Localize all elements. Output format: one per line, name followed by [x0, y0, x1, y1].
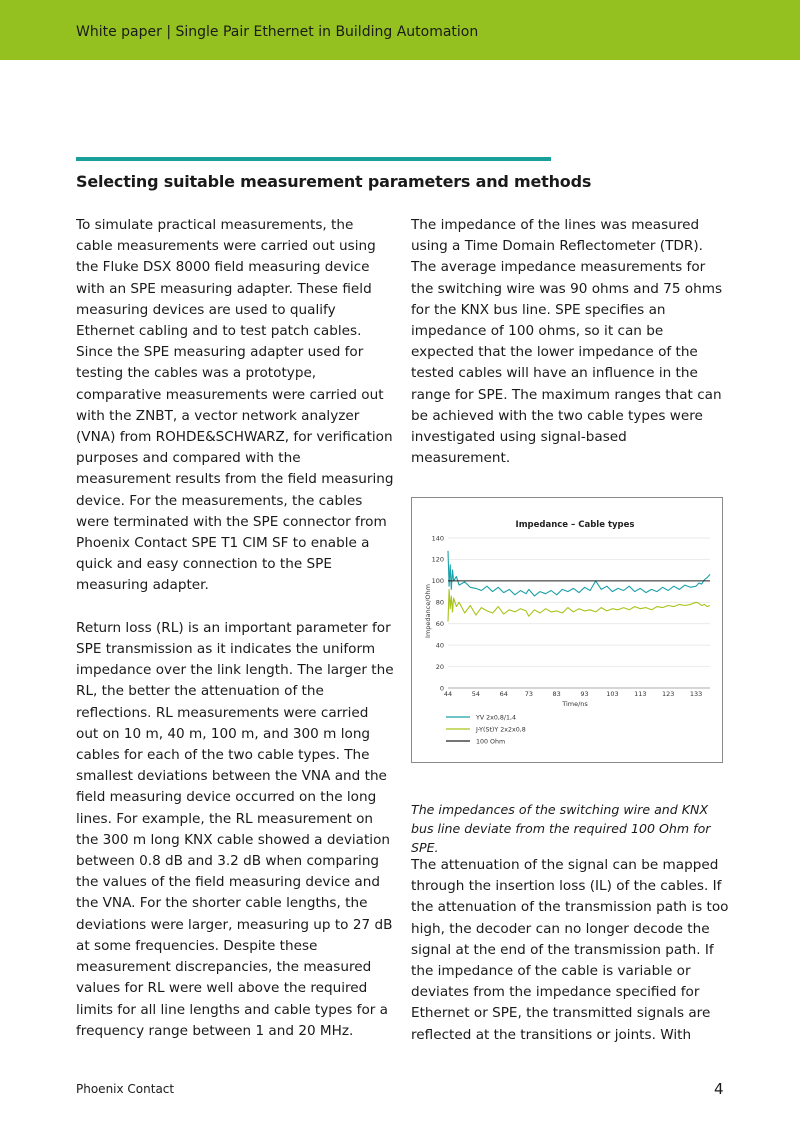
x-tick-label: 123	[661, 690, 675, 698]
x-tick-label: 83	[552, 690, 561, 698]
left-column	[76, 215, 394, 1042]
chart-title: Impedance – Cable types	[515, 520, 635, 530]
chart-x-axis-label: Time/ns	[562, 700, 588, 708]
legend-label-0: YV 2x0,8/1,4	[476, 714, 517, 722]
paragraph-measurement-setup: To simulate practical measurements, the cable measurements were carried out using the Fluke DSX 8000 field measuring device with an SPE measuring adapter. These field measuring devices are used to qualify Ethernet cabling and to test patch cables. Since the SPE measuring adapter used for testing the cables was a prototype, comparative measurements were carried out with the ZNBT, a vector network analyzer (VNA) from ROHDE&SCHWARZ, for verification purposes and compared with the measurement results from the field measuring device. For the measurements, the cables were terminated with the SPE connector from Phoenix Contact SPE T1 CIM SF to enable a quick and easy connection to the SPE measuring adapter.	[76, 217, 394, 594]
y-tick-label: 40	[435, 641, 444, 650]
y-tick-label: 20	[435, 662, 444, 671]
footer-company: Phoenix Contact	[76, 1082, 175, 1096]
page-header-bar	[0, 0, 800, 60]
right-column-top	[411, 215, 729, 469]
x-tick-label: 64	[499, 690, 508, 698]
x-tick-label: 113	[634, 690, 647, 698]
y-tick-label: 60	[435, 620, 444, 629]
y-tick-label: 100	[431, 577, 444, 586]
paragraph-return-loss: Return loss (RL) is an important parameter for SPE transmission as it indicates the uniform impedance over the link length. The larger the RL, the better the attenuation of the reflections. RL measurements were carried out on 10 m, 40 m, 100 m, and 300 m long cables for each of the two cable types. The smallest deviations between the VNA and the field measuring device occurred on the long lines. For example, the RL measurement on the 300 m long KNX cable showed a deviation between 0.8 dB and 3.2 dB when comparing the values of the field measuring device and the VNA. For the shorter cable lengths, the deviations were larger, measuring up to 27 dB at some frequencies. Despite these measurement discrepancies, the measured values for RL were well above the required limits for all line lengths and cable types for a frequency range between 1 and 20 MHz.	[76, 619, 394, 1039]
y-tick-label: 0	[439, 684, 444, 693]
section-title: Selecting suitable measurement parameters and methods	[76, 172, 592, 191]
x-tick-label: 73	[524, 690, 533, 698]
y-tick-label: 80	[435, 598, 444, 607]
x-tick-label: 103	[606, 690, 619, 698]
section-rule	[76, 157, 551, 161]
legend-label-2: 100 Ohm	[476, 738, 506, 746]
document-title: White paper | Single Pair Ethernet in Building Automation	[76, 24, 479, 40]
y-tick-label: 140	[431, 534, 444, 543]
chart-series-line-0	[448, 551, 710, 596]
page-number: 4	[714, 1080, 724, 1098]
chart-series-line-1	[448, 589, 710, 621]
x-tick-label: 133	[689, 690, 703, 698]
x-tick-label: 54	[471, 690, 481, 698]
paragraph-impedance: The impedance of the lines was measured using a Time Domain Reflectometer (TDR). The average impedance measurements for the switching wire was 90 ohms and 75 ohms for the KNX bus line. SPE specifies an impedance of 100 ohms, so it can be expected that the lower impedance of the tested cables will have an influence in the range for SPE. The maximum ranges that can be achieved with the two cable types were investigated using signal-based measurement.	[411, 217, 723, 467]
y-tick-label: 120	[431, 555, 444, 564]
legend-label-1: J-Y(St)Y 2x2x0,8	[476, 726, 526, 734]
paragraph-attenuation: The attenuation of the signal can be mapped through the insertion loss (IL) of the cables. If the attenuation of the transmission path is too high, the decoder can no longer decode the signal at the end of the transmission path. If the impedance of the cable is variable or deviates from the impedance specified for Ethernet or SPE, the transmitted signals are reflected at the transitions or joints. With	[411, 857, 729, 1043]
x-tick-label: 93	[580, 690, 589, 698]
chart-caption: The impedances of the switching wire and KNX bus line deviate from the required 100 Ohm for SPE.	[411, 802, 711, 855]
impedance-chart	[411, 497, 723, 763]
chart-y-axis-label: Impedance/Ohm	[424, 584, 432, 638]
x-tick-label: 44	[443, 690, 453, 698]
right-column-bottom	[411, 855, 729, 1046]
impedance-chart-svg	[412, 498, 724, 764]
